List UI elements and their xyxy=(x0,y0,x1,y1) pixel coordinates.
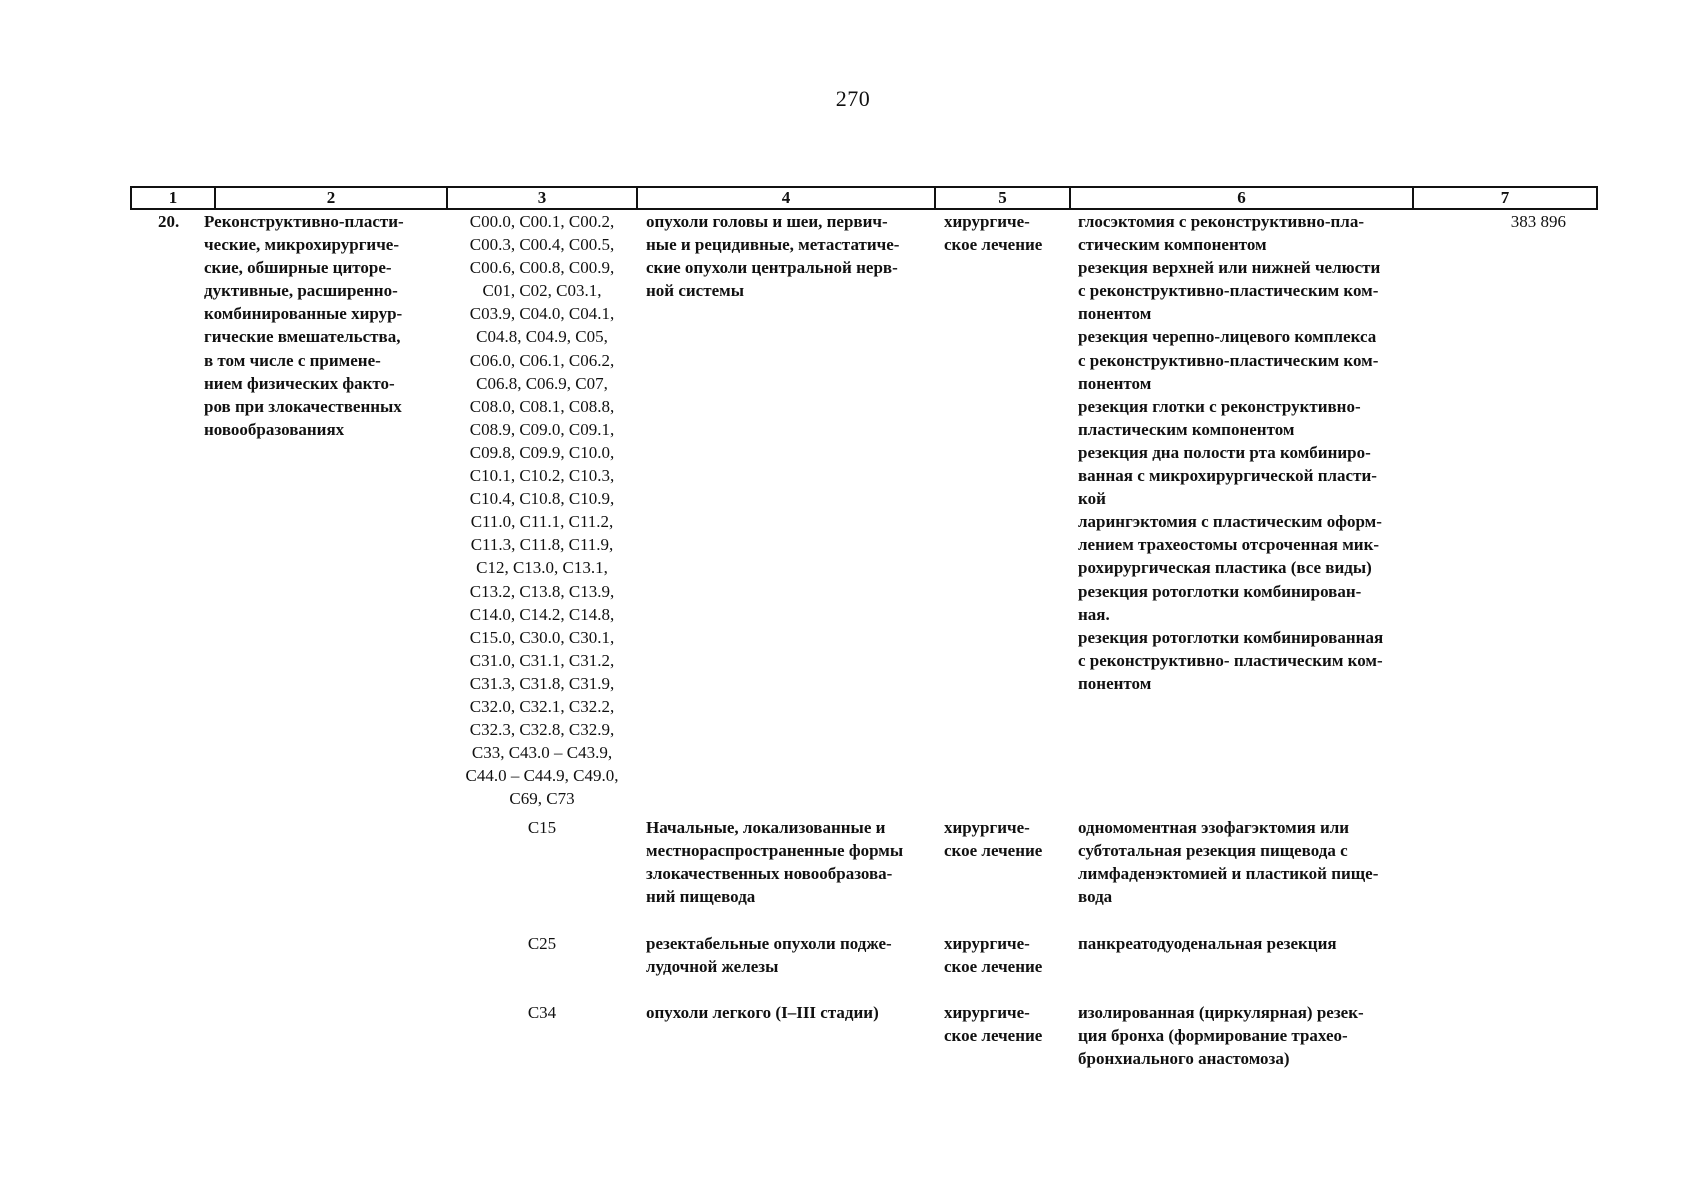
icd-code-line: C15.0, C30.0, C30.1, xyxy=(469,627,615,647)
icd-code-line: C13.2, C13.8, C13.9, xyxy=(469,581,615,601)
icd-code-line: C10.1, C10.2, C10.3, xyxy=(469,466,615,486)
intervention-type-line: ские, обширные циторе- xyxy=(204,258,392,278)
icd-code-line: C32.3, C32.8, C32.9, xyxy=(469,720,615,740)
diagnosis-line: опухоли головы и шеи, первич- xyxy=(646,212,888,231)
icd-code-line: C08.0, C08.1, C08.8, xyxy=(469,396,615,416)
icd-code-line: C00.3, C00.4, C00.5, xyxy=(469,235,615,255)
icd-code-line: C11.0, C11.1, C11.2, xyxy=(470,512,614,532)
treatment-method-line: с реконструктивно-пластическим ком- xyxy=(1078,350,1379,370)
diagnosis-cell xyxy=(646,1001,879,1024)
header-col-6: 6 xyxy=(1237,188,1246,207)
treatment-method-line: резекция ротоглотки комбинирован- xyxy=(1078,581,1362,601)
icd-code-line: C03.9, C04.0, C04.1, xyxy=(469,304,615,324)
treatment-type-line: хирургиче- xyxy=(944,1003,1030,1022)
diagnosis-line: Начальные, локализованные и xyxy=(646,818,886,837)
icd-code-line: C04.8, C04.9, C05, xyxy=(476,327,608,347)
diagnosis-line: ной системы xyxy=(646,281,744,301)
treatment-method-line: ларингэктомия с пластическим оформ- xyxy=(1078,512,1382,532)
treatment-method-line: резекция глотки с реконструктивно- xyxy=(1078,396,1361,416)
icd-codes-cell: C34 xyxy=(527,1003,557,1022)
icd-code-line: C11.3, C11.8, C11.9, xyxy=(470,535,614,555)
treatment-type-line: хирургиче- xyxy=(944,212,1030,231)
intervention-type-line: Реконструктивно-пласти- xyxy=(204,212,404,231)
treatment-method-cell xyxy=(1078,932,1337,955)
intervention-type-line: нием физических факто- xyxy=(204,373,395,393)
diagnosis-line: ские опухоли центральной нерв- xyxy=(646,258,898,278)
diagnosis-line: лудочной железы xyxy=(646,957,779,977)
treatment-method-cell xyxy=(1078,210,1383,695)
intervention-type-line: в том числе с примене- xyxy=(204,350,381,370)
treatment-method-line: ция бронха (формирование трахео- xyxy=(1078,1026,1348,1046)
treatment-method-line: понентом xyxy=(1078,304,1152,324)
treatment-method-line: ная. xyxy=(1078,604,1110,624)
icd-code-line: C01, C02, C03.1, xyxy=(482,281,602,301)
diagnosis-line: резектабельные опухоли подже- xyxy=(646,934,892,953)
treatment-method-cell xyxy=(1078,1001,1364,1070)
treatment-method-line: понентом xyxy=(1078,373,1152,393)
treatment-method-line: рохирургическая пластика (все виды) xyxy=(1078,558,1372,578)
icd-codes-cell: C25 xyxy=(527,934,557,953)
diagnosis-line: опухоли легкого (I–III стадии) xyxy=(646,1003,879,1022)
header-col-5: 5 xyxy=(998,188,1007,207)
header-col-7: 7 xyxy=(1500,188,1510,207)
icd-codes-cell: C15 xyxy=(527,818,557,837)
intervention-type-line: гические вмешательства, xyxy=(204,327,401,347)
treatment-method-line: субтотальная резекция пищевода с xyxy=(1078,841,1348,861)
icd-code-line: C44.0 – C44.9, C49.0, xyxy=(465,766,619,786)
icd-code-line: C12, C13.0, C13.1, xyxy=(476,558,608,578)
icd-code-line: C06.0, C06.1, C06.2, xyxy=(469,350,615,370)
icd-code-line: C00.6, C00.8, C00.9, xyxy=(469,258,615,278)
diagnosis-cell xyxy=(646,932,892,978)
treatment-method-cell xyxy=(1078,816,1378,908)
treatment-method-line: стическим компонентом xyxy=(1078,235,1267,255)
intervention-type-line: комбинированные хирур- xyxy=(204,304,403,324)
page-number: 270 xyxy=(835,86,871,111)
header-col-3: 3 xyxy=(537,188,547,207)
treatment-type-line: ское лечение xyxy=(944,957,1043,977)
treatment-method-line: ванная с микрохирургической пласти- xyxy=(1078,466,1377,486)
treatment-type-line: ское лечение xyxy=(944,235,1043,255)
diagnosis-line: злокачественных новообразова- xyxy=(646,864,893,884)
diagnosis-line: местнораспространенные формы xyxy=(646,841,904,861)
header-col-4: 4 xyxy=(781,188,791,207)
treatment-method-line: резекция дна полости рта комбиниро- xyxy=(1078,442,1371,462)
treatment-method-line: глосэктомия с реконструктивно-пла- xyxy=(1078,212,1364,231)
treatment-type-line: ское лечение xyxy=(944,841,1043,861)
treatment-method-line: бронхиального анастомоза) xyxy=(1078,1049,1290,1069)
intervention-type-cell xyxy=(204,210,404,441)
diagnosis-cell xyxy=(646,210,899,302)
icd-code-line: C00.0, C00.1, C00.2, xyxy=(469,212,615,231)
treatment-type-line: ское лечение xyxy=(944,1026,1043,1046)
icd-code-line: C08.9, C09.0, C09.1, xyxy=(469,419,615,439)
intervention-type-line: новообразованиях xyxy=(204,419,345,439)
medical-procedures-table xyxy=(130,186,1598,210)
diagnosis-cell xyxy=(646,816,903,908)
header-col-2: 2 xyxy=(326,188,336,207)
icd-code-line: C33, C43.0 – C43.9, xyxy=(471,743,613,763)
treatment-method-line: лимфаденэктомией и пластикой пище- xyxy=(1078,864,1379,884)
table-header-row xyxy=(130,186,1598,210)
icd-code-line: C31.0, C31.1, C31.2, xyxy=(469,650,615,670)
price-cell: 383 896 xyxy=(1510,212,1566,231)
treatment-method-line: понентом xyxy=(1078,673,1152,693)
treatment-method-line: резекция черепно-лицевого комплекса xyxy=(1078,327,1377,347)
icd-code-line: C69, C73 xyxy=(509,789,575,809)
treatment-type-cell xyxy=(944,932,1042,978)
diagnosis-line: ний пищевода xyxy=(646,887,756,907)
icd-code-line: C09.8, C09.9, C10.0, xyxy=(469,442,615,462)
diagnosis-line: ные и рецидивные, метастатиче- xyxy=(646,235,900,255)
treatment-method-line: изолированная (циркулярная) резек- xyxy=(1078,1003,1364,1022)
icd-code-line: C06.8, C06.9, C07, xyxy=(476,373,608,393)
treatment-method-line: резекция верхней или нижней челюсти xyxy=(1078,258,1381,278)
treatment-type-cell xyxy=(944,1001,1042,1047)
icd-code-line: C14.0, C14.2, C14.8, xyxy=(469,604,615,624)
icd-code-line: C32.0, C32.1, C32.2, xyxy=(469,696,615,716)
treatment-method-line: лением трахеостомы отсроченная мик- xyxy=(1078,535,1380,555)
treatment-type-line: хирургиче- xyxy=(944,818,1030,837)
intervention-type-line: ров при злокачественных xyxy=(204,396,402,416)
treatment-method-line: с реконструктивно- пластическим ком- xyxy=(1078,650,1383,670)
row-number: 20. xyxy=(158,212,180,231)
intervention-type-line: дуктивные, расширенно- xyxy=(204,281,398,301)
treatment-type-cell xyxy=(944,210,1042,256)
treatment-method-line: панкреатодуоденальная резекция xyxy=(1078,934,1337,953)
icd-code-line: C31.3, C31.8, C31.9, xyxy=(469,673,615,693)
icd-code-line: C10.4, C10.8, C10.9, xyxy=(469,489,615,509)
treatment-type-cell xyxy=(944,816,1042,862)
icd-codes-cell xyxy=(448,210,636,810)
treatment-type-line: хирургиче- xyxy=(944,934,1030,953)
treatment-method-line: с реконструктивно-пластическим ком- xyxy=(1078,281,1379,301)
treatment-method-line: пластическим компонентом xyxy=(1078,419,1295,439)
treatment-method-line: одномоментная эзофагэктомия или xyxy=(1078,818,1350,837)
treatment-method-line: кой xyxy=(1078,489,1106,509)
intervention-type-line: ческие, микрохирургиче- xyxy=(204,235,400,255)
header-col-1: 1 xyxy=(168,188,178,207)
treatment-method-line: вода xyxy=(1078,887,1113,907)
treatment-method-line: резекция ротоглотки комбинированная xyxy=(1078,627,1384,647)
